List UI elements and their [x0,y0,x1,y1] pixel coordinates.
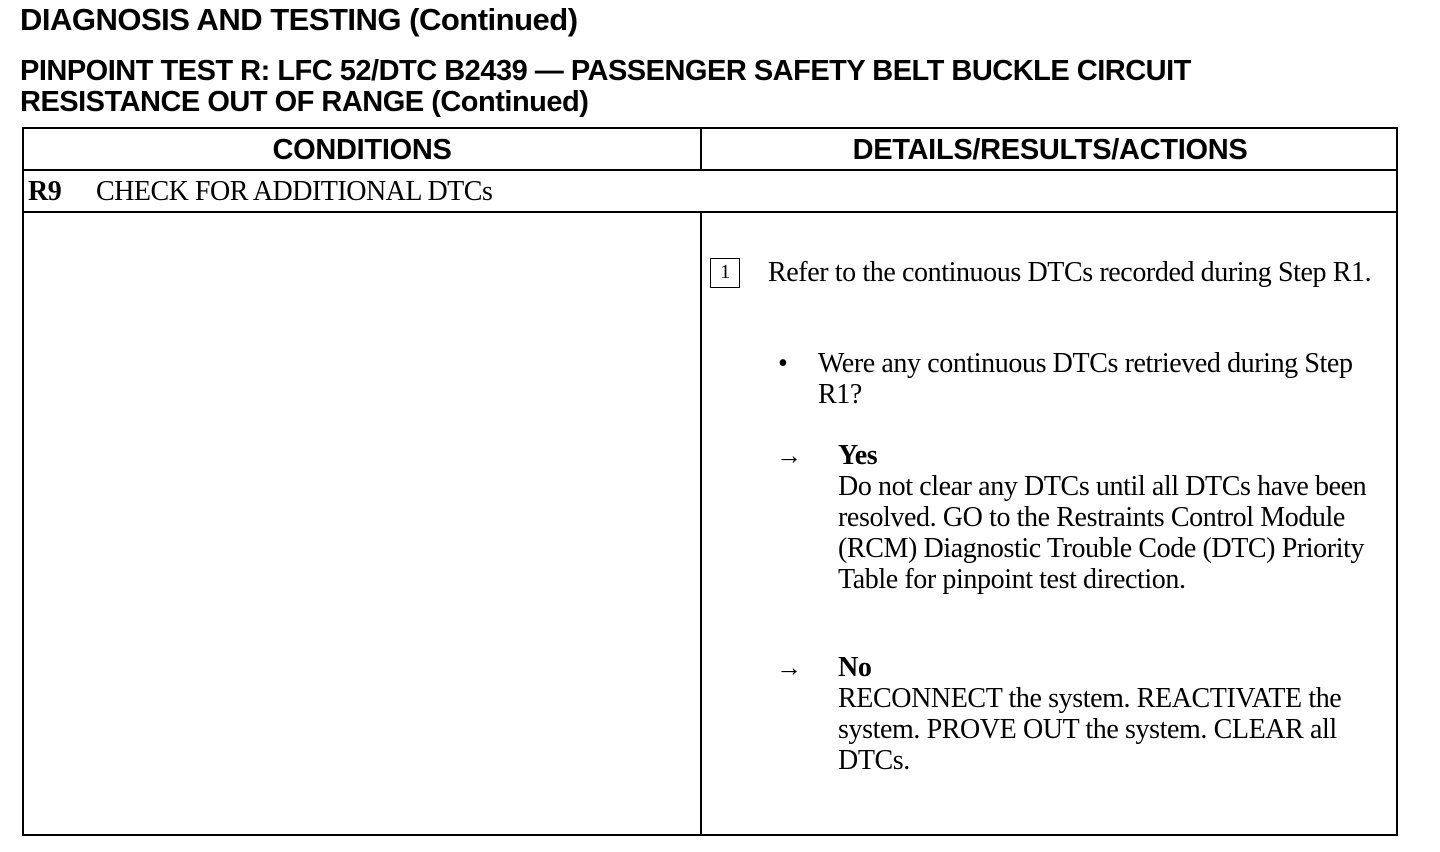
step-number-box: 1 [710,258,740,288]
conditions-cell [24,213,700,834]
no-result [838,652,1388,776]
no-label: No [838,652,872,683]
instruction-text: Refer to the continuous DTCs recorded during Step R1. [768,257,1372,288]
bullet-icon: • [778,348,788,379]
table-header-row [24,129,1396,171]
details-column-header: DETAILS/RESULTS/ACTIONS [700,129,1398,169]
question-text: Were any continuous DTCs retrieved during Step R1? [818,348,1353,410]
step-title: CHECK FOR ADDITIONAL DTCs [96,176,493,207]
pinpoint-test-title: PINPOINT TEST R: LFC 52/DTC B2439 — PASSENGER SAFETY BELT BUCKLE CIRCUIT RESISTANCE OUT OF RANGE (Continued) [20,55,1191,118]
step-row [24,171,1396,213]
pinpoint-test-table [22,127,1398,836]
yes-result [838,440,1388,595]
yes-label: Yes [838,440,878,471]
conditions-column-header: CONDITIONS [272,134,452,166]
arrow-right-icon: → [776,441,802,470]
yes-action-text: Do not clear any DTCs until all DTCs have been resolved. GO to the Restraints Control Module (RCM) Diagnostic Trouble Code (DTC) Priority Table for pinpoint test direction. [838,471,1367,595]
details-cell [700,213,1398,834]
step-id: R9 [28,176,62,207]
page-title: DIAGNOSIS AND TESTING (Continued) [20,2,578,37]
no-action-text: RECONNECT the system. REACTIVATE the system. PROVE OUT the system. CLEAR all DTCs. [838,683,1342,776]
arrow-right-icon: → [776,653,802,682]
